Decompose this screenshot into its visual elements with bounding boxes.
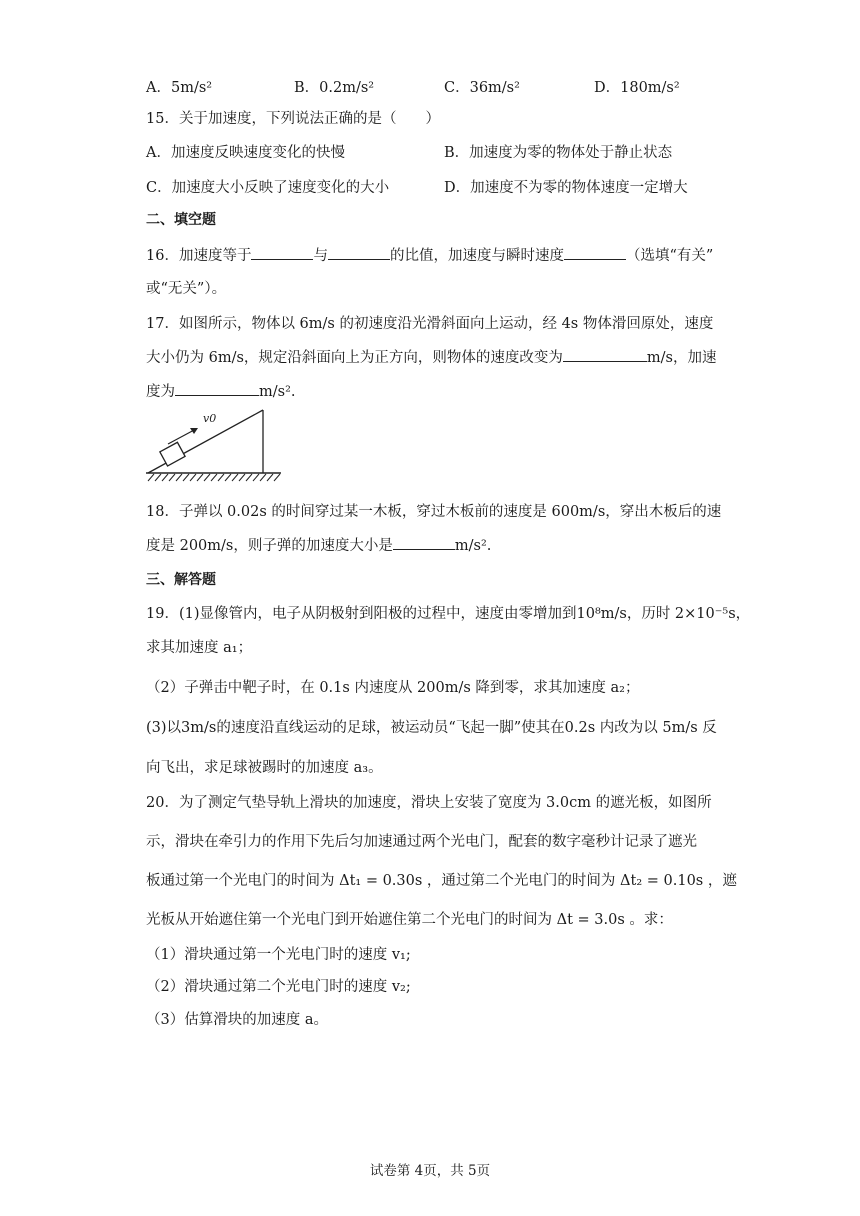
q19-line2: 求其加速度 a₁； xyxy=(146,640,253,656)
q16-text-3: 的比值，加速度与瞬时速度 xyxy=(389,248,564,264)
q18-line2 xyxy=(146,534,491,555)
q17-blank-1[interactable] xyxy=(563,347,647,363)
section-heading-answer: 三、解答题 xyxy=(146,572,216,588)
q17-line2 xyxy=(146,346,717,367)
q15-option-d: D．加速度不为零的物体速度一定增大 xyxy=(444,180,688,196)
q15-option-a: A．加速度反映速度变化的快慢 xyxy=(146,145,345,161)
q17-text-2a: 大小仍为 6m/s，规定沿斜面向上为正方向，则物体的速度改变为 xyxy=(146,350,563,366)
q16-text-2: 与 xyxy=(313,248,328,264)
q17-text-3b: m/s². xyxy=(259,384,296,400)
q16-blank-3[interactable] xyxy=(564,245,626,261)
q20-sub1: （1）滑块通过第一个光电门时的速度 v₁; xyxy=(146,947,411,963)
q20-sub2: （2）滑块通过第二个光电门时的速度 v₂; xyxy=(146,979,411,995)
q19-line1: 19．(1)显像管内，电子从阴极射到阳极的过程中，速度由零增加到10⁸m/s，历时 2×10⁻⁵s， xyxy=(146,606,751,622)
q17-blank-2[interactable] xyxy=(175,381,259,397)
block xyxy=(160,442,185,466)
q18-text-2a: 度是 200m/s，则子弹的加速度大小是 xyxy=(146,538,393,554)
q19-line3: （2）子弹击中靶子时，在 0.1s 内速度从 200m/s 降到零，求其加速度 a₂； xyxy=(146,680,640,696)
incline-figure xyxy=(146,404,281,482)
v0-label: v0 xyxy=(203,412,217,425)
q17-line1: 17．如图所示，物体以 6m/s 的初速度沿光滑斜面向上运动，经 4s 物体滑回原处，速度 xyxy=(146,316,714,332)
q14-option-c: C．36m/s² xyxy=(444,80,520,96)
q20-line1: 20．为了测定气垫导轨上滑块的加速度，滑块上安装了宽度为 3.0cm 的遮光板，如图所 xyxy=(146,795,712,811)
q17-text-3a: 度为 xyxy=(146,384,175,400)
q16-blank-1[interactable] xyxy=(251,245,313,261)
page-footer: 试卷第 4页，共 5页 xyxy=(369,1163,491,1179)
q14-option-a: A．5m/s² xyxy=(146,80,213,96)
q20-line4: 光板从开始遮住第一个光电门到开始遮住第二个光电门的时间为 Δt = 3.0s 。求： xyxy=(146,912,673,928)
q20-sub3: （3）估算滑块的加速度 a。 xyxy=(146,1012,328,1028)
q20-line2: 示，滑块在牵引力的作用下先后匀加速通过两个光电门，配套的数字毫秒计记录了遮光 xyxy=(146,834,697,850)
section-heading-fill-in: 二、填空题 xyxy=(146,212,216,228)
q17-text-2b: m/s，加速 xyxy=(646,350,717,366)
q18-text-2b: m/s². xyxy=(454,538,492,554)
q16-blank-2[interactable] xyxy=(328,245,390,261)
q18-blank[interactable] xyxy=(393,535,455,551)
q15-stem: 15．关于加速度，下列说法正确的是（ ） xyxy=(146,111,440,127)
q16-line1 xyxy=(146,244,713,265)
q16-text-1: 16．加速度等于 xyxy=(146,248,252,264)
q18-line1: 18．子弹以 0.02s 的时间穿过某一木板，穿过木板前的速度是 600m/s，穿出木板后的速 xyxy=(146,504,722,520)
q15-option-b: B．加速度为零的物体处于静止状态 xyxy=(444,145,673,161)
q14-option-b: B．0.2m/s² xyxy=(294,80,375,96)
q16-text-4: （选填“有关” xyxy=(625,248,714,264)
q17-line3 xyxy=(146,380,296,401)
q20-line3: 板通过第一个光电门的时间为 Δt₁ = 0.30s ，通过第二个光电门的时间为 Δt₂ = 0.10s ，遮 xyxy=(146,873,737,889)
q15-option-c: C．加速度大小反映了速度变化的大小 xyxy=(146,180,390,196)
q16-line2: 或“无关”）。 xyxy=(146,281,227,297)
q14-option-d: D．180m/s² xyxy=(594,80,680,96)
q19-line4: (3)以3m/s的速度沿直线运动的足球，被运动员“飞起一脚”使其在0.2s 内改为以 5m/s 反 xyxy=(146,720,717,736)
q19-line5: 向飞出，求足球被踢时的加速度 a₃。 xyxy=(146,760,383,776)
